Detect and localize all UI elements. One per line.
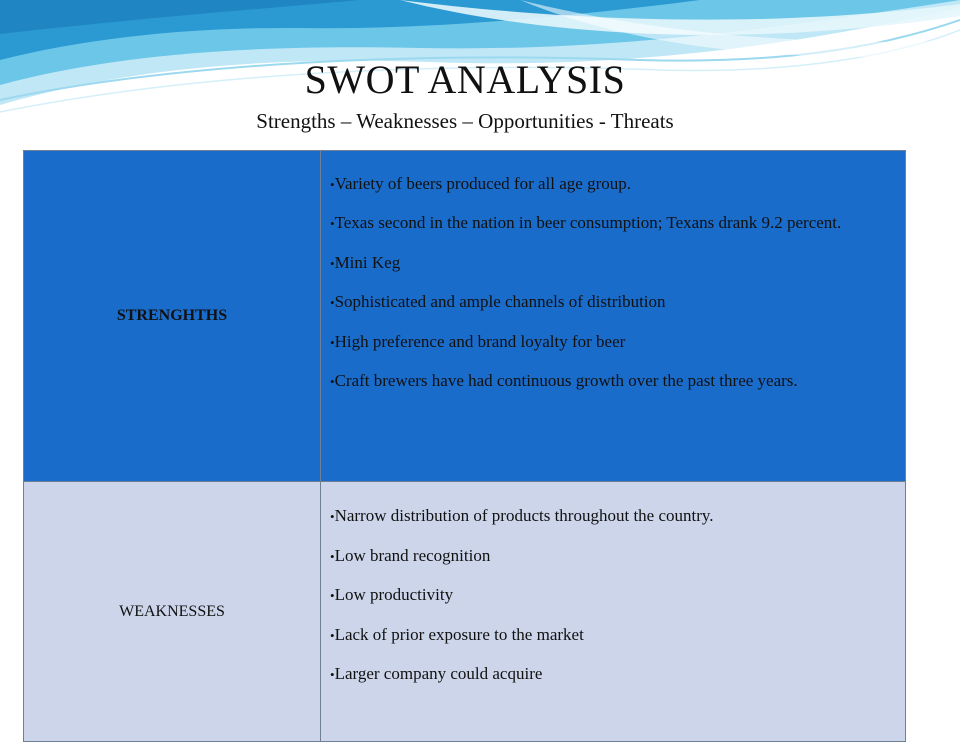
strengths-items (321, 151, 906, 482)
list-item: •Low productivity (330, 585, 454, 604)
strengths-label: STRENGHTHS (24, 151, 321, 482)
list-item: •Low brand recognition (330, 545, 491, 565)
weaknesses-label: WEAKNESSES (24, 482, 321, 742)
slide-subtitle: Strengths – Weaknesses – Opportunities - Threats (256, 109, 674, 133)
list-item: •Narrow distribution of products throughout the country. (330, 506, 714, 525)
list-item: •High preference and brand loyalty for beer (330, 331, 626, 351)
slide-title: SWOT ANALYSIS (304, 57, 626, 102)
weaknesses-row (24, 482, 906, 742)
list-item: •Lack of prior exposure to the market (330, 624, 584, 644)
list-item: •Variety of beers produced for all age group. (330, 174, 631, 193)
weaknesses-items (321, 482, 906, 742)
list-item: •Larger company could acquire (330, 664, 543, 683)
list-item: •Texas second in the nation in beer consumption; Texans drank 9.2 percent. (330, 213, 842, 233)
strengths-list (330, 165, 885, 401)
strengths-row (24, 151, 906, 482)
list-item: •Mini Keg (330, 252, 401, 272)
swot-table (23, 150, 906, 742)
list-item: •Craft brewers have had continuous growth over the past three years. (330, 371, 798, 391)
list-item: •Sophisticated and ample channels of distribution (330, 292, 666, 312)
weaknesses-list (330, 497, 885, 695)
